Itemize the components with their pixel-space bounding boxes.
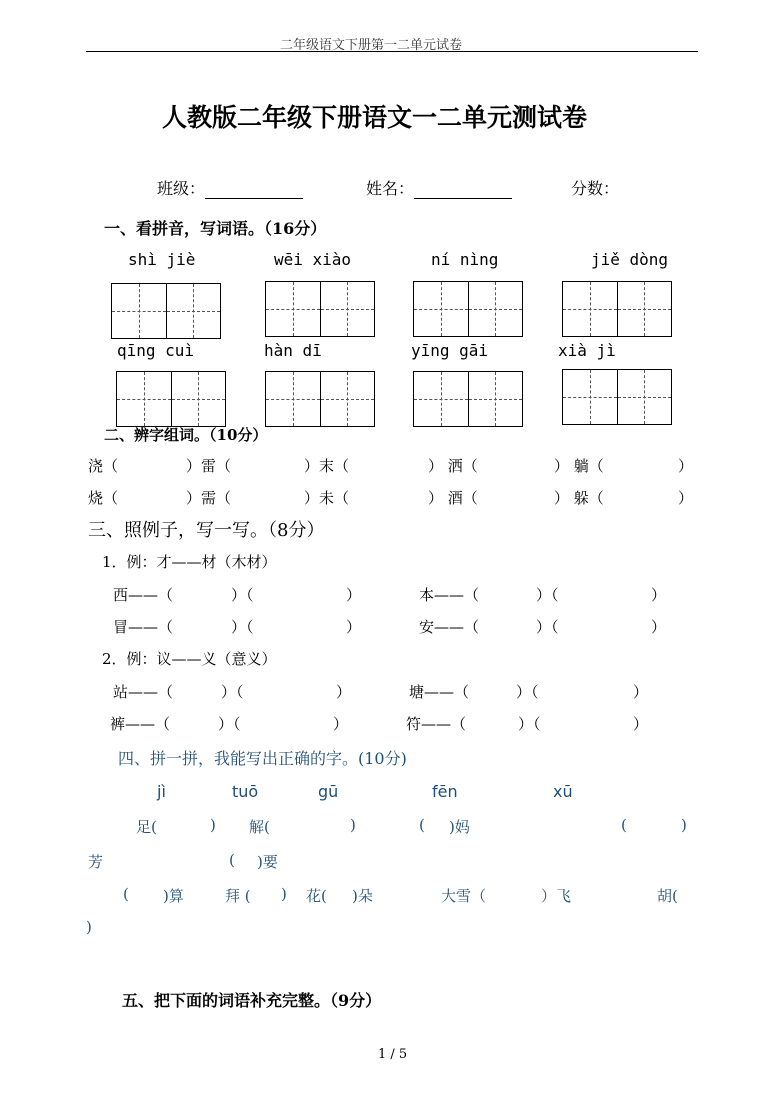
item: ）	[651, 586, 667, 604]
writing-grid[interactable]	[413, 371, 523, 427]
section4-line-4: )	[86, 918, 92, 936]
item: ）雷（	[186, 457, 232, 475]
example-2: 2．例：议——义（意义）	[102, 650, 277, 668]
item: ）飞	[541, 887, 572, 905]
section4-line-3	[0, 885, 783, 907]
class-blank[interactable]	[205, 182, 303, 199]
item: ）（	[518, 715, 541, 733]
writing-grid[interactable]	[265, 281, 375, 337]
item: 解(	[249, 818, 270, 836]
grid-cell[interactable]	[117, 372, 171, 426]
grid-cell[interactable]	[171, 372, 226, 426]
item: 浇（	[88, 457, 119, 475]
grid-cell[interactable]	[320, 282, 375, 336]
item: 冒——（	[113, 618, 174, 636]
item: ）	[678, 489, 694, 507]
item: ） 躺（	[554, 457, 604, 475]
item: (	[419, 816, 425, 834]
pinyin-gu: gū	[318, 782, 339, 801]
item: (	[621, 816, 627, 834]
item: ）（	[536, 586, 559, 604]
class-field	[157, 176, 303, 199]
grid-cell[interactable]	[468, 282, 523, 336]
class-label: 班级：	[157, 179, 206, 198]
item: ）（	[221, 683, 244, 701]
name-label: 姓名：	[366, 179, 415, 198]
item: ）	[633, 715, 649, 733]
item: )要	[257, 853, 278, 871]
item: )	[210, 816, 216, 834]
item: (	[229, 851, 235, 869]
pinyin-xu: xū	[553, 782, 573, 801]
section5-heading: 五、把下面的词语补充完整。（9分）	[122, 991, 382, 1010]
item: ）	[346, 586, 362, 604]
item: ）末（	[304, 457, 350, 475]
grid-cell[interactable]	[468, 372, 523, 426]
page-title: 人教版二年级下册语文一二单元测试卷	[162, 103, 588, 132]
item: 胡(	[657, 887, 678, 905]
item: 安——（	[419, 618, 480, 636]
section4-line-2	[0, 851, 783, 873]
page-number: 1 / 5	[378, 1047, 408, 1062]
item: )	[681, 816, 687, 834]
item: 裤——（	[110, 715, 171, 733]
section2-heading: 二、辨字组词。（10分）	[104, 426, 268, 444]
item: )算	[163, 887, 184, 905]
pinyin-7: yīng gāi	[411, 341, 489, 360]
item: )朵	[352, 887, 373, 905]
item: 花(	[306, 887, 327, 905]
pinyin-1: shì jiè	[128, 250, 196, 269]
writing-grid[interactable]	[111, 283, 221, 339]
item: ）（	[231, 586, 254, 604]
item: )	[281, 885, 287, 903]
grid-cell[interactable]	[320, 372, 375, 426]
header-rule	[86, 51, 698, 52]
grid-cell[interactable]	[563, 370, 617, 424]
grid-cell[interactable]	[414, 372, 468, 426]
item: ）（	[231, 618, 254, 636]
page-header: 二年级语文下册第一二单元试卷	[280, 38, 463, 53]
item: ）	[678, 457, 694, 475]
pinyin-2: wēi xiào	[274, 250, 352, 269]
pinyin-tuo: tuō	[232, 782, 259, 801]
item: 拜 (	[225, 887, 251, 905]
item: (	[123, 885, 129, 903]
pinyin-6: hàn dī	[264, 341, 322, 360]
section1-heading: 一、看拼音，写词语。（16分）	[104, 219, 327, 238]
writing-grid[interactable]	[562, 369, 672, 425]
item: )妈	[449, 818, 470, 836]
item: 足(	[136, 818, 157, 836]
grid-cell[interactable]	[414, 282, 468, 336]
item: )	[350, 816, 356, 834]
score-label: 分数：	[571, 179, 620, 198]
pinyin-4: jiě dòng	[591, 250, 669, 269]
item: 大雪（	[441, 887, 487, 905]
name-blank[interactable]	[414, 182, 512, 199]
grid-cell[interactable]	[166, 284, 221, 338]
score-field	[571, 176, 619, 199]
item: ）需（	[186, 489, 232, 507]
item: ）	[633, 683, 649, 701]
grid-cell[interactable]	[617, 282, 672, 336]
item: ）	[346, 618, 362, 636]
grid-cell[interactable]	[112, 284, 166, 338]
section4-heading: 四、拼一拼，我能写出正确的字。(10分)	[118, 749, 407, 768]
item: 西——（	[113, 586, 174, 604]
item: 芳	[88, 853, 104, 871]
item: ） 躲（	[554, 489, 604, 507]
item: ）（	[218, 715, 241, 733]
item: ）	[333, 715, 349, 733]
writing-grid[interactable]	[562, 281, 672, 337]
section3-heading: 三、照例子，写一写。（8分）	[88, 520, 325, 541]
pinyin-fen: fēn	[432, 782, 458, 801]
name-field	[366, 176, 512, 199]
item: 符——（	[406, 715, 467, 733]
item: 本——（	[419, 586, 480, 604]
pinyin-5: qīng cuì	[117, 341, 195, 360]
item: 烧（	[88, 489, 119, 507]
item: ）（	[516, 683, 539, 701]
section4-line-1	[0, 816, 783, 838]
writing-grid[interactable]	[413, 281, 523, 337]
grid-cell[interactable]	[266, 282, 320, 336]
example-1: 1．例：才——材（木材）	[102, 553, 277, 571]
item: ） 洒（	[428, 457, 478, 475]
item: ）（	[536, 618, 559, 636]
pinyin-8: xià jì	[558, 341, 616, 360]
pinyin-3: ní nìng	[431, 250, 499, 269]
grid-cell[interactable]	[617, 370, 672, 424]
item: ）	[651, 618, 667, 636]
item: 塘——（	[409, 683, 470, 701]
item: ）未（	[304, 489, 350, 507]
item: ） 酒（	[428, 489, 478, 507]
pinyin-ji: jì	[157, 782, 166, 801]
grid-cell[interactable]	[563, 282, 617, 336]
writing-grid[interactable]	[116, 371, 226, 427]
item: 站——（	[113, 683, 174, 701]
grid-cell[interactable]	[266, 372, 320, 426]
writing-grid[interactable]	[265, 371, 375, 427]
item: ）	[336, 683, 352, 701]
